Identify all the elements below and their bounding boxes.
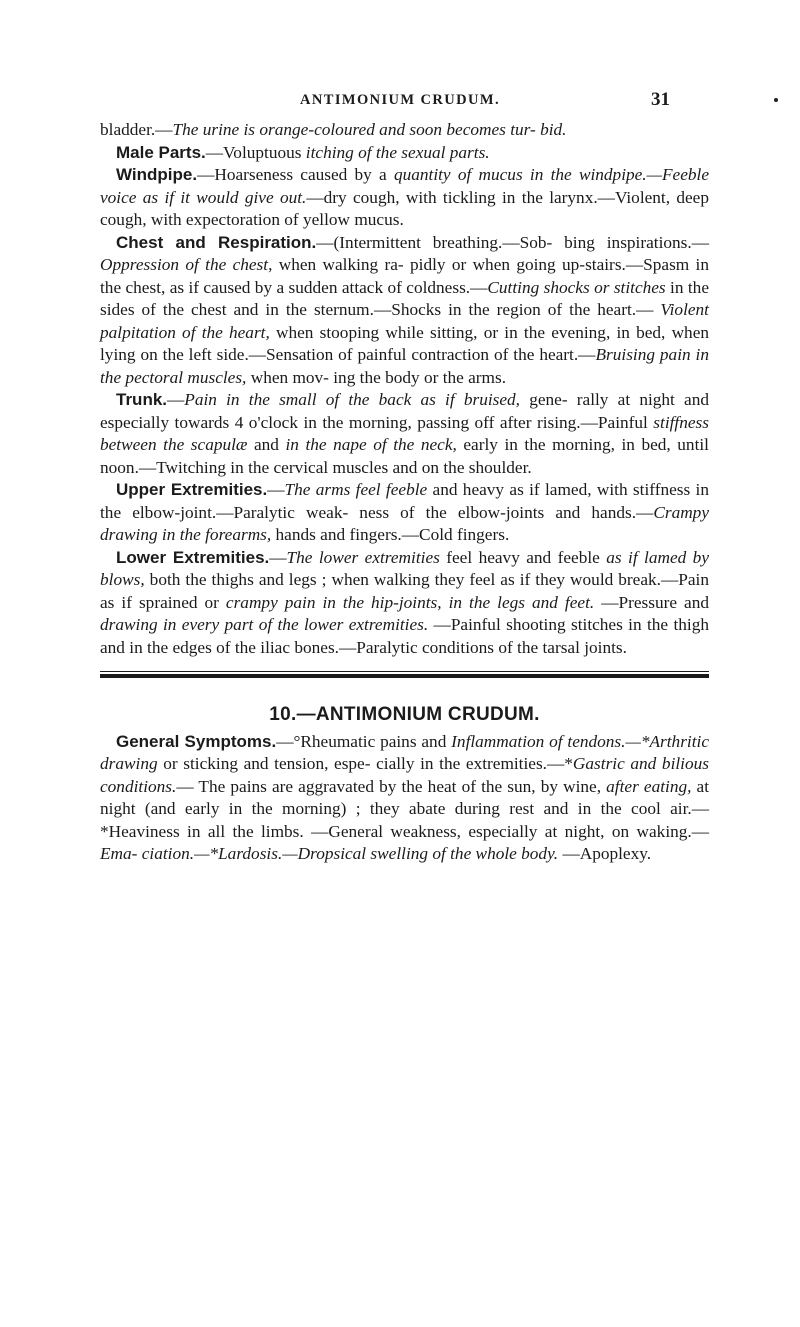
paragraph-chest: Chest and Respiration.—(Intermittent breathing.—Sob- bing inspirations.—Oppression of the chest, when walking ra- pidly or when going up-stairs.—Spasm in the chest, as if caused by a sudden attack of coldness.—Cutting shocks or stitches in the sides of the chest and in the sternum.—Shocks in the region of the heart.— Violent palpitation of the heart, when stooping while sitting, or in the evening, in bed, when lying on the left side.—Sensation of painful contraction of the heart.—Bruising pain in the pectoral muscles, when mov- ing the body or the arms.: [100, 232, 710, 387]
running-head: [130, 89, 670, 114]
margin-dot: [774, 98, 778, 102]
heading-male-parts: Male Parts.: [116, 142, 206, 162]
section-divider: [100, 671, 709, 678]
page-number: 31: [651, 89, 670, 110]
divider-thick-rule: [100, 674, 709, 678]
running-title: ANTIMONIUM CRUDUM.: [300, 92, 500, 108]
divider-thin-rule: [100, 671, 709, 672]
heading-lower-extremities: Lower Extremities.: [116, 547, 270, 567]
paragraph-male-parts: Male Parts.—Voluptuous itching of the sexual parts.: [116, 142, 490, 162]
heading-upper-extremities: Upper Extremities.: [116, 480, 268, 499]
paragraph-windpipe: Windpipe.—Hoarseness caused by a quantity of mucus in the windpipe.—Feeble voice as if it would give out.—dry cough, with tickling in the larynx.—Violent, deep cough, with expectoration of yellow mucus.: [100, 165, 709, 229]
paragraph-trunk: Trunk.—Pain in the small of the back as if bruised, gene- rally at night and especially towards 4 o'clock in the morning, passing off after rising.—Painful stiffness between the scapulæ and in the nape of the neck, early in the morning, in bed, until noon.—Twitching in the cervical muscles and on the shoulder.: [100, 390, 709, 477]
body-text: [100, 119, 709, 866]
heading-windpipe: Windpipe.: [116, 165, 198, 184]
section-title: 10.—ANTIMONIUM CRUDUM.: [269, 704, 540, 725]
paragraph-upper-extremities: Upper Extremities.—The arms feel feeble and heavy as if lamed, with stiffness in the elbow-joint.—Paralytic weak- ness of the elbow-joints and hands.—Crampy drawing in the forearms, hands and fingers.—Cold fingers.: [100, 480, 709, 544]
heading-trunk: Trunk.: [116, 390, 168, 409]
paragraph-general-symptoms: General Symptoms.—°Rheumatic pains and Inflammation of tendons.—*Arthritic drawing or sticking and tension, espe- cially in the extremities.—*Gastric and bilious conditions.— The pains are aggravated by the heat of the sun, by wine, after eating, at night (and early in the morning) ; they abate during rest and in the cool air.—*Heaviness in all the limbs. —General weakness, especially at night, on waking.—Ema- ciation.—*Lardosis.—Dropsical swelling of the whole body. —Apoplexy.: [100, 731, 710, 863]
paragraph-lower-extremities: Lower Extremities.—The lower extremities feel heavy and feeble as if lamed by blows, both the thighs and legs ; when walking they feel as if they would break.—Pain as if sprained or crampy pain in the hip-joints, in the legs and feet. —Pressure and drawing in every part of the lower extremities. —Painful shooting stitches in the thigh and in the edges of the iliac bones.—Paralytic conditions of the tarsal joints.: [100, 547, 709, 657]
heading-chest: Chest and Respiration.: [116, 232, 317, 252]
heading-general-symptoms: General Symptoms.: [116, 731, 277, 751]
paragraph-bladder-continuation: bladder.—The urine is orange-coloured and soon becomes tur- bid.: [100, 120, 567, 139]
